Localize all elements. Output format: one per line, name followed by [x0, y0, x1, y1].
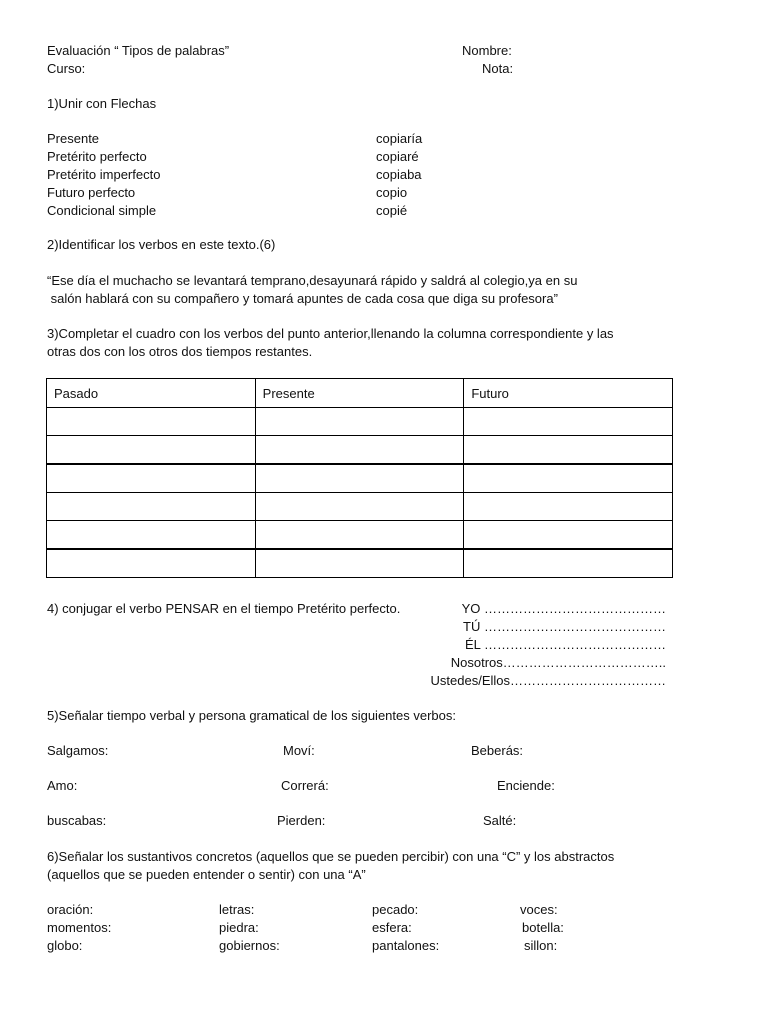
verb-prompt: buscabas: — [47, 813, 107, 828]
noun-prompt: gobiernos: — [219, 938, 280, 953]
tense-item: Pretérito imperfecto — [47, 167, 161, 182]
q2-title: 2)Identificar los verbos en este texto.(6) — [47, 237, 276, 252]
table-cell[interactable] — [47, 408, 256, 436]
table-cell[interactable] — [47, 549, 256, 578]
verb-prompt: Amo: — [47, 778, 78, 793]
verb-item: copiaré — [376, 149, 419, 164]
verb-prompt: Pierden: — [277, 813, 326, 828]
verb-prompt: Moví: — [283, 743, 315, 758]
verb-prompt: Enciende: — [497, 778, 555, 793]
noun-prompt: esfera: — [372, 920, 412, 935]
table-cell[interactable] — [47, 493, 256, 521]
course-label: Curso: — [47, 61, 86, 76]
q6-instruction-line: 6)Señalar los sustantivos concretos (aquellos que se pueden percibir) con una “C” y los abstractos — [47, 849, 615, 864]
noun-prompt: letras: — [219, 902, 255, 917]
noun-prompt: botella: — [522, 920, 564, 935]
verb-prompt: Salgamos: — [47, 743, 109, 758]
table-cell[interactable] — [255, 464, 464, 493]
table-cell[interactable] — [255, 408, 464, 436]
q6-instruction-line: (aquellos que se pueden entender o sentir) con una “A” — [47, 867, 366, 882]
verb-item: copiaría — [376, 131, 423, 146]
noun-prompt: oración: — [47, 902, 94, 917]
table-row — [47, 436, 673, 465]
table-cell[interactable] — [464, 436, 673, 465]
table-cell[interactable] — [47, 436, 256, 465]
table-cell[interactable] — [47, 521, 256, 550]
verb-item: copié — [376, 203, 408, 218]
person-tu[interactable]: TÚ …………………………………… — [463, 619, 666, 634]
table-cell[interactable] — [47, 464, 256, 493]
table-row — [47, 464, 673, 493]
q4-title: 4) conjugar el verbo PENSAR en el tiempo Pretérito perfecto. — [47, 601, 401, 616]
table-cell[interactable] — [255, 549, 464, 578]
q3-instruction-line: otras dos con los otros dos tiempos restantes. — [47, 344, 313, 359]
table-cell[interactable] — [464, 521, 673, 550]
noun-prompt: pecado: — [372, 902, 419, 917]
person-nosotros[interactable]: Nosotros……………………………….. — [450, 655, 666, 670]
noun-prompt: momentos: — [47, 920, 112, 935]
table-row — [47, 493, 673, 521]
exam-title: Evaluación “ Tipos de palabras” — [47, 43, 230, 58]
q5-title: 5)Señalar tiempo verbal y persona gramatical de los siguientes verbos: — [47, 708, 456, 723]
table-cell[interactable] — [255, 521, 464, 550]
noun-prompt: sillon: — [524, 938, 558, 953]
table-cell[interactable] — [255, 436, 464, 465]
table-row — [47, 521, 673, 550]
noun-prompt: pantalones: — [372, 938, 440, 953]
verb-item: copio — [376, 185, 408, 200]
person-ustedes-ellos[interactable]: Ustedes/Ellos……………………………… — [430, 673, 666, 688]
q1-title: 1)Unir con Flechas — [47, 96, 157, 111]
verb-tense-table — [46, 378, 673, 578]
noun-prompt: piedra: — [219, 920, 259, 935]
table-header-row — [47, 379, 673, 408]
tense-item: Presente — [47, 131, 100, 146]
tense-item: Futuro perfecto — [47, 185, 136, 200]
column-header-present: Presente — [255, 379, 464, 408]
column-header-past: Pasado — [47, 379, 256, 408]
grade-label: Nota: — [482, 61, 514, 76]
noun-prompt: globo: — [47, 938, 83, 953]
q2-text-line: salón hablará con su compañero y tomará apuntes de cada cosa que diga su profesora” — [47, 291, 558, 306]
q2-text-line: “Ese día el muchacho se levantará temprano,desayunará rápido y saldrá al colegio,ya en su — [47, 273, 578, 288]
noun-prompt: voces: — [520, 902, 558, 917]
verb-prompt: Salté: — [483, 813, 517, 828]
table-row — [47, 549, 673, 578]
table-cell[interactable] — [255, 493, 464, 521]
table-cell[interactable] — [464, 464, 673, 493]
table-cell[interactable] — [464, 493, 673, 521]
name-label: Nombre: — [462, 43, 512, 58]
verb-prompt: Correrá: — [281, 778, 329, 793]
table-cell[interactable] — [464, 408, 673, 436]
q3-instruction-line: 3)Completar el cuadro con los verbos del punto anterior,llenando la columna correspondiente y las — [47, 326, 614, 341]
verb-item: copiaba — [376, 167, 422, 182]
table-row — [47, 408, 673, 436]
person-yo[interactable]: YO …………………………………… — [461, 601, 666, 616]
person-el[interactable]: ÉL …………………………………… — [464, 637, 666, 652]
verb-prompt: Beberás: — [471, 743, 524, 758]
column-header-future: Futuro — [464, 379, 673, 408]
tense-item: Pretérito perfecto — [47, 149, 147, 164]
tense-item: Condicional simple — [47, 203, 157, 218]
table-cell[interactable] — [464, 549, 673, 578]
